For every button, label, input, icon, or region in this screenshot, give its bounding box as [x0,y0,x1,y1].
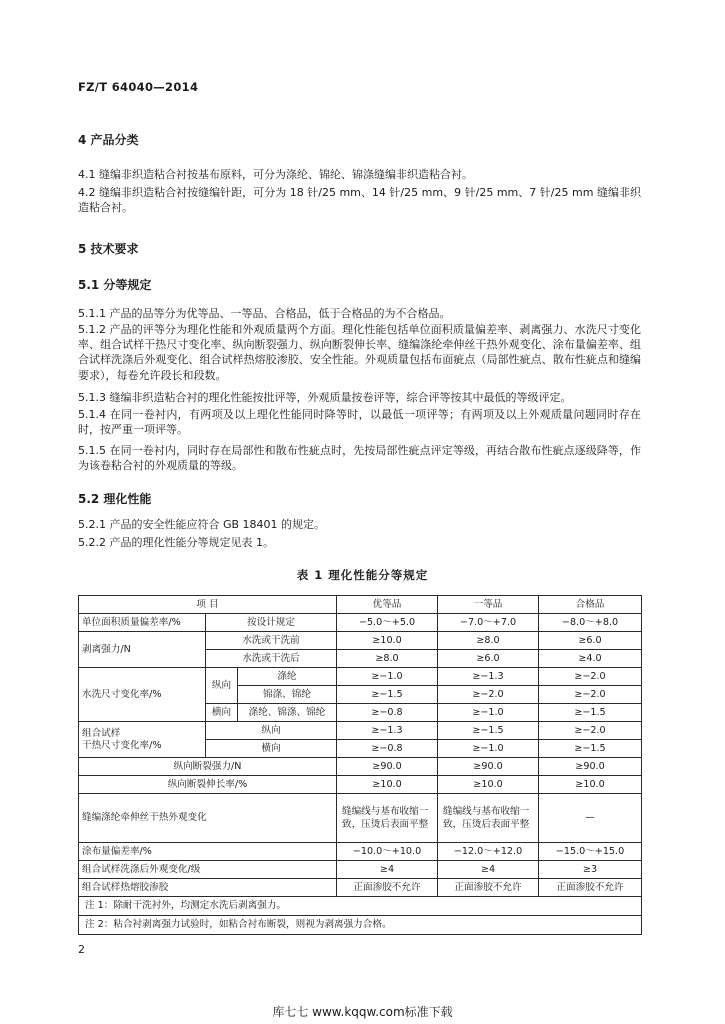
cell-superior: ≥8.0 [337,650,438,668]
row-item-line1: 组合试样 [82,727,121,739]
row-item: 涂布量偏差率/% [79,843,337,861]
header-item: 项 目 [79,596,337,614]
section-4-heading: 4 产品分类 [78,133,139,147]
row-material: 涤纶、锦涤、锦纶 [238,704,337,722]
cell-first: ≥10.0 [438,776,539,794]
cell-qualified: ≥6.0 [539,632,642,650]
cell-superior: −5.0～+5.0 [337,614,438,632]
cell-superior: ≥−1.3 [337,722,438,740]
table-header-row [79,596,642,614]
cell-qualified: — [539,794,642,843]
table-row [79,632,642,650]
row-item: 纵向断裂强力/N [79,758,337,776]
cell-first: ≥−1.3 [438,668,539,686]
cell-qualified: ≥3 [539,861,642,879]
cell-superior: ≥4 [337,861,438,879]
row-direction: 纵向 [206,668,238,704]
cell-superior: ≥90.0 [337,758,438,776]
row-sub: 水洗或干洗前 [206,632,337,650]
header-superior: 优等品 [337,596,438,614]
cell-qualified: ≥4.0 [539,650,642,668]
cell-superior: 正面渗胶不允许 [337,879,438,897]
row-item: 组合试样热熔胶渗胶 [79,879,337,897]
cell-first: 缝编线与基布收缩一致，压烫后表面平整 [438,794,539,843]
row-sub: 横向 [206,740,337,758]
row-item: 剥离强力/N [79,632,206,668]
table-row [79,614,642,632]
table-row [79,843,642,861]
section-5-1-heading: 5.1 分等规定 [78,278,152,292]
page-number: 2 [78,943,85,956]
cell-qualified: ≥−2.0 [539,686,642,704]
cell-superior: ≥10.0 [337,632,438,650]
cell-qualified: −8.0～+8.0 [539,614,642,632]
table-row [79,668,642,686]
row-item: 纵向断裂伸长率/% [79,776,337,794]
clause-5-2-1: 5.2.1 产品的安全性能应符合 GB 18401 的规定。 [78,518,326,531]
cell-qualified: ≥−1.5 [539,740,642,758]
section-5-2-heading: 5.2 理化性能 [78,492,152,506]
cell-first: ≥90.0 [438,758,539,776]
table-row [79,722,642,740]
row-sub: 水洗或干洗后 [206,650,337,668]
cell-first: ≥8.0 [438,632,539,650]
row-direction: 横向 [206,704,238,722]
table-row [79,758,642,776]
table-row [79,794,642,843]
cell-qualified: ≥−2.0 [539,668,642,686]
clause-4-2: 4.2 缝编非织造粘合衬按缝编针距，可分为 18 针/25 mm、14 针/25 mm、9 针/25 mm、7 针/25 mm 缝编非织造粘合衬。 [78,186,641,215]
row-material: 涤纶 [238,668,337,686]
cell-superior: ≥−1.5 [337,686,438,704]
cell-first: 正面渗胶不允许 [438,879,539,897]
clause-4-1: 4.1 缝编非织造粘合衬按基布原料，可分为涤纶、锦纶、锦涤缝编非织造粘合衬。 [78,168,473,181]
cell-qualified: 正面渗胶不允许 [539,879,642,897]
cell-qualified: ≥−1.5 [539,704,642,722]
table-caption: 表 1 理化性能分等规定 [296,568,429,582]
clause-5-1-1: 5.1.1 产品的品等分为优等品、一等品、合格品，低于合格品的为不合格品。 [78,307,451,320]
cell-first: ≥−1.0 [438,704,539,722]
cell-first: ≥6.0 [438,650,539,668]
row-item: 水洗尺寸变化率/% [79,668,206,722]
cell-superior: ≥−0.8 [337,740,438,758]
cell-first: −12.0～+12.0 [438,843,539,861]
table-row [79,861,642,879]
table-note-row [79,897,642,916]
cell-first: ≥4 [438,861,539,879]
clause-5-2-2: 5.2.2 产品的理化性能分等规定见表 1。 [78,536,274,549]
table-note-2: 注 2：粘合衬剥离强力试验时，如粘合衬布断裂，则视为剥离强力合格。 [79,916,642,935]
table-note-1: 注 1：除耐干洗衬外，均测定水洗后剥离强力。 [79,897,642,916]
cell-superior: ≥10.0 [337,776,438,794]
section-5-heading: 5 技术要求 [78,242,139,256]
row-item: 缝编涤纶牵伸丝干热外观变化 [79,794,337,843]
row-item: 组合试样洗涤后外观变化/级 [79,861,337,879]
cell-qualified: ≥10.0 [539,776,642,794]
table-note-row [79,916,642,935]
cell-first: ≥−2.0 [438,686,539,704]
table-row [79,776,642,794]
table-row [79,879,642,897]
footer-watermark[interactable]: 库七七 www.kqqw.com标准下载 [272,1005,453,1019]
row-item: 单位面积质量偏差率/% [79,614,206,632]
row-material: 锦涤、锦纶 [238,686,337,704]
cell-qualified: ≥−2.0 [539,722,642,740]
properties-grading-table [78,595,642,935]
clause-5-1-5: 5.1.5 在同一卷衬内，同时存在局部性和散布性疵点时，先按局部性疵点评定等级，再结合散布性疵点逐级降等，作为该卷粘合衬的外观质量的等级。 [78,444,641,473]
cell-first: ≥−1.0 [438,740,539,758]
row-sub: 按设计规定 [206,614,337,632]
cell-qualified: ≥90.0 [539,758,642,776]
clause-5-1-3: 5.1.3 缝编非织造粘合衬的理化性能按批评等，外观质量按卷评等，综合评等按其中最低的等级评定。 [78,391,572,404]
row-item-line2: 干热尺寸变化率/% [82,739,162,751]
cell-superior: −10.0～+10.0 [337,843,438,861]
row-sub: 纵向 [206,722,337,740]
cell-first: ≥−1.5 [438,722,539,740]
cell-first: −7.0～+7.0 [438,614,539,632]
header-qualified: 合格品 [539,596,642,614]
cell-superior: ≥−0.8 [337,704,438,722]
clause-5-1-4: 5.1.4 在同一卷衬内，有两项及以上理化性能同时降等时，以最低一项评等；有两项及以上外观质量问题同时存在时，按严重一项评等。 [78,408,641,437]
cell-qualified: −15.0～+15.0 [539,843,642,861]
header-first-grade: 一等品 [438,596,539,614]
row-item [79,722,206,758]
cell-superior: 缝编线与基布收缩一致，压烫后表面平整 [337,794,438,843]
standard-number: FZ/T 64040—2014 [78,80,199,94]
clause-5-1-2: 5.1.2 产品的评等分为理化性能和外观质量两个方面。理化性能包括单位面积质量偏差率、剥离强力、水洗尺寸变化率、组合试样干热尺寸变化率、纵向断裂强力、纵向断裂伸长率、缝编涤纶牵伸丝干热外观变化、涂布量偏差率、组合试样洗涤后外观变化、组合试样热熔胶渗胶、安全性能。外观质量包括布面疵点（局部性疵点、散布性疵点和缝编要求），每卷允许段长和段数。 [78,323,641,382]
cell-superior: ≥−1.0 [337,668,438,686]
